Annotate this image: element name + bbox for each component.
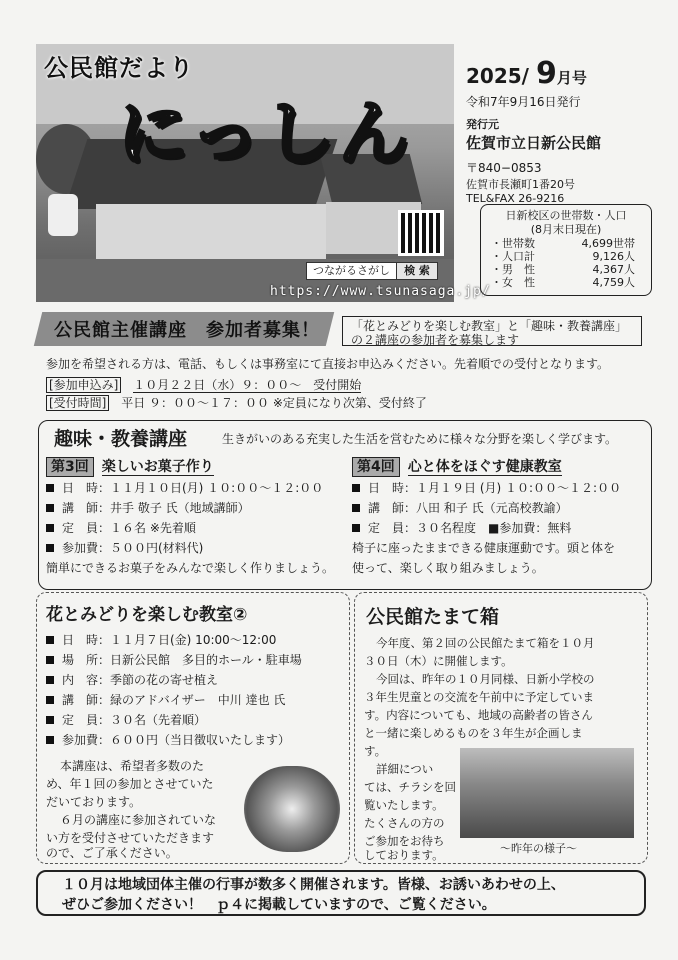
stats-row: ・世帯数 4,699世帯 — [491, 237, 635, 250]
hours-label: [受付時間] — [46, 395, 109, 411]
flower-photo — [244, 766, 340, 852]
course3-fee: 参加費：５００円(材料代) — [46, 538, 203, 558]
newsletter-title: にっしん — [118, 93, 413, 175]
recruit-intro: 参加を希望される方は、電話、もしくは事務室にて直接お申込みください。先着順での受付となります。 — [46, 357, 610, 371]
course4-teacher: 講 師：八田 和子 氏（元高校教諭） — [352, 498, 568, 518]
flower-note: め、年１回の参加とさせていた — [46, 777, 214, 791]
issue-date: 令和7年9月16日発行 — [466, 95, 581, 109]
footer-notice — [36, 870, 646, 916]
stats-note: (8月末日現在) — [530, 223, 602, 236]
flower-fee: 参加費：６００円（当日徴収いたします） — [46, 730, 290, 750]
flower-capacity: 定 員：３０名（先着順） — [46, 710, 206, 730]
tamate-text: す。 — [364, 744, 387, 758]
address: 佐賀市長瀬町1番20号 — [466, 178, 575, 191]
publisher-name: 佐賀市立日新公民館 — [466, 134, 602, 152]
course3-teacher: 講 師：井手 敬子 氏（地域講師） — [46, 498, 250, 518]
search-query: つながるさがし — [313, 264, 390, 277]
flower-place: 場 所：日新公民館 多目的ホール・駐車場 — [46, 650, 302, 670]
tamate-text: たくさんの方の — [364, 816, 445, 830]
apply-value: １０月２２日（水）９：００〜 受付開始 — [133, 378, 362, 392]
population-stats — [480, 204, 652, 296]
flower-teacher: 講 師：緑のアドバイザー 中川 達也 氏 — [46, 690, 285, 710]
apply-period — [46, 376, 361, 393]
search-button: 検 索 — [396, 263, 437, 279]
course4-heading — [352, 456, 562, 476]
tamate-text: ３年生児童との交流を午前中に予定していま — [364, 690, 594, 704]
issue-year: 2025/ — [466, 64, 529, 88]
stats-heading: 日新校区の世帯数・人口 — [505, 209, 627, 222]
stats-row: ・男 性 4,367人 — [491, 263, 635, 276]
recruit-banner: 公民館主催講座 参加者募集！ — [54, 320, 320, 341]
course3-tag: 第3回 — [46, 457, 94, 477]
newsletter-title-small: 公民館だより — [44, 54, 194, 82]
flower-title: 花とみどりを楽しむ教室② — [46, 605, 248, 625]
notice-line: の２講座の参加者を募集します — [351, 333, 520, 347]
phone-fax: TEL&FAX 26-9216 — [466, 192, 565, 205]
tamate-text: 覧いたします。 — [364, 798, 444, 812]
footer-line: １０月は地域団体主催の行事が数多く開催されます。皆様、お誘いあわせの上、 — [62, 877, 565, 893]
flower-note: ので、ご了承ください。 — [46, 846, 178, 860]
website-url: https://www.tsunasaga.jp/ — [270, 284, 491, 299]
photo-caption: 〜昨年の様子〜 — [500, 842, 577, 855]
tamate-text: ご参加をお待ち — [364, 834, 445, 848]
course3-heading — [46, 456, 214, 476]
tamate-text: ては、チラシを回 — [364, 780, 456, 794]
tamate-text: す。内容についても、地域の高齢者の皆さん — [364, 708, 593, 722]
notice-line: 「花とみどりを楽しむ教室」と「趣味・教養講座」 — [351, 319, 628, 333]
course4-desc: 使って、楽しく取り組みましょう。 — [352, 561, 544, 575]
hobby-title: 趣味・教養講座 — [54, 428, 188, 450]
issue-info — [466, 56, 652, 205]
flower-content: 内 容：季節の花の寄せ植え — [46, 670, 218, 690]
flower-date: 日 時：１１月７日(金) 10:00〜12:00 — [46, 630, 276, 650]
apply-label: [参加申込み] — [46, 377, 121, 393]
tamate-text: 詳細につい — [376, 762, 434, 776]
search-bar — [306, 262, 438, 280]
postal-code: 〒840−0853 — [466, 161, 542, 175]
publisher-label: 発行元 — [466, 118, 499, 131]
stats-row: ・人口計 9,126人 — [491, 250, 635, 263]
qr-code — [398, 210, 444, 256]
footer-line: ぜひご参加ください！ ｐ４に掲載していますので、ご覧ください。 — [62, 897, 496, 913]
course3-date: 日 時：１１月１０日(月) １０:００〜１２:００ — [46, 478, 323, 498]
flower-note: ６月の講座に参加されていな — [60, 813, 217, 827]
tamate-text: と一緒に楽しめるものを３年生が企画しま — [364, 726, 583, 740]
reception-hours — [46, 394, 427, 411]
issue-number — [466, 56, 652, 91]
course4-tag: 第4回 — [352, 457, 400, 477]
course3-name: 楽しいお菓子作り — [101, 459, 214, 475]
hobby-subtitle: 生きがいのある充実した生活を営むために様々な分野を楽しく学びます。 — [222, 432, 618, 446]
issue-month-suffix: 月号 — [556, 69, 587, 87]
course3-desc: 簡単にできるお菓子をみんなで楽しく作りましょう。 — [46, 561, 335, 575]
course4-desc: 椅子に座ったままできる健康運動です。頭と体を — [352, 541, 616, 555]
course3-capacity: 定 員：１６名 ※先着順 — [46, 518, 196, 538]
tamate-text: 今回は、昨年の１０月同様、日新小学校の — [376, 672, 595, 686]
course4-capacity: 定 員：３０名程度 ■参加費：無料 — [352, 518, 571, 538]
flower-note: 本講座は、希望者多数のた — [60, 759, 205, 773]
tamate-title: 公民館たまて箱 — [366, 606, 500, 628]
stats-row: ・女 性 4,759人 — [491, 276, 635, 289]
issue-month: 9 — [535, 56, 557, 91]
tamate-text: ３０日（木）に開催します。 — [364, 654, 513, 668]
tamate-text: 今年度、第２回の公民館たまて箱を１０月 — [376, 636, 595, 650]
flower-note: い方を受付させていただきます — [46, 831, 215, 845]
tamate-text: しております。 — [364, 848, 444, 862]
recruit-notice — [342, 316, 642, 346]
course4-name: 心と体をほぐす健康教室 — [407, 459, 562, 475]
flower-note: だいております。 — [46, 795, 142, 809]
event-photo — [460, 748, 634, 838]
course4-date: 日 時：１月１９日 (月) １０:００〜１２:００ — [352, 478, 621, 498]
hours-value: 平日 ９：００〜１７：００ ※定員になり次第、受付終了 — [121, 396, 427, 410]
